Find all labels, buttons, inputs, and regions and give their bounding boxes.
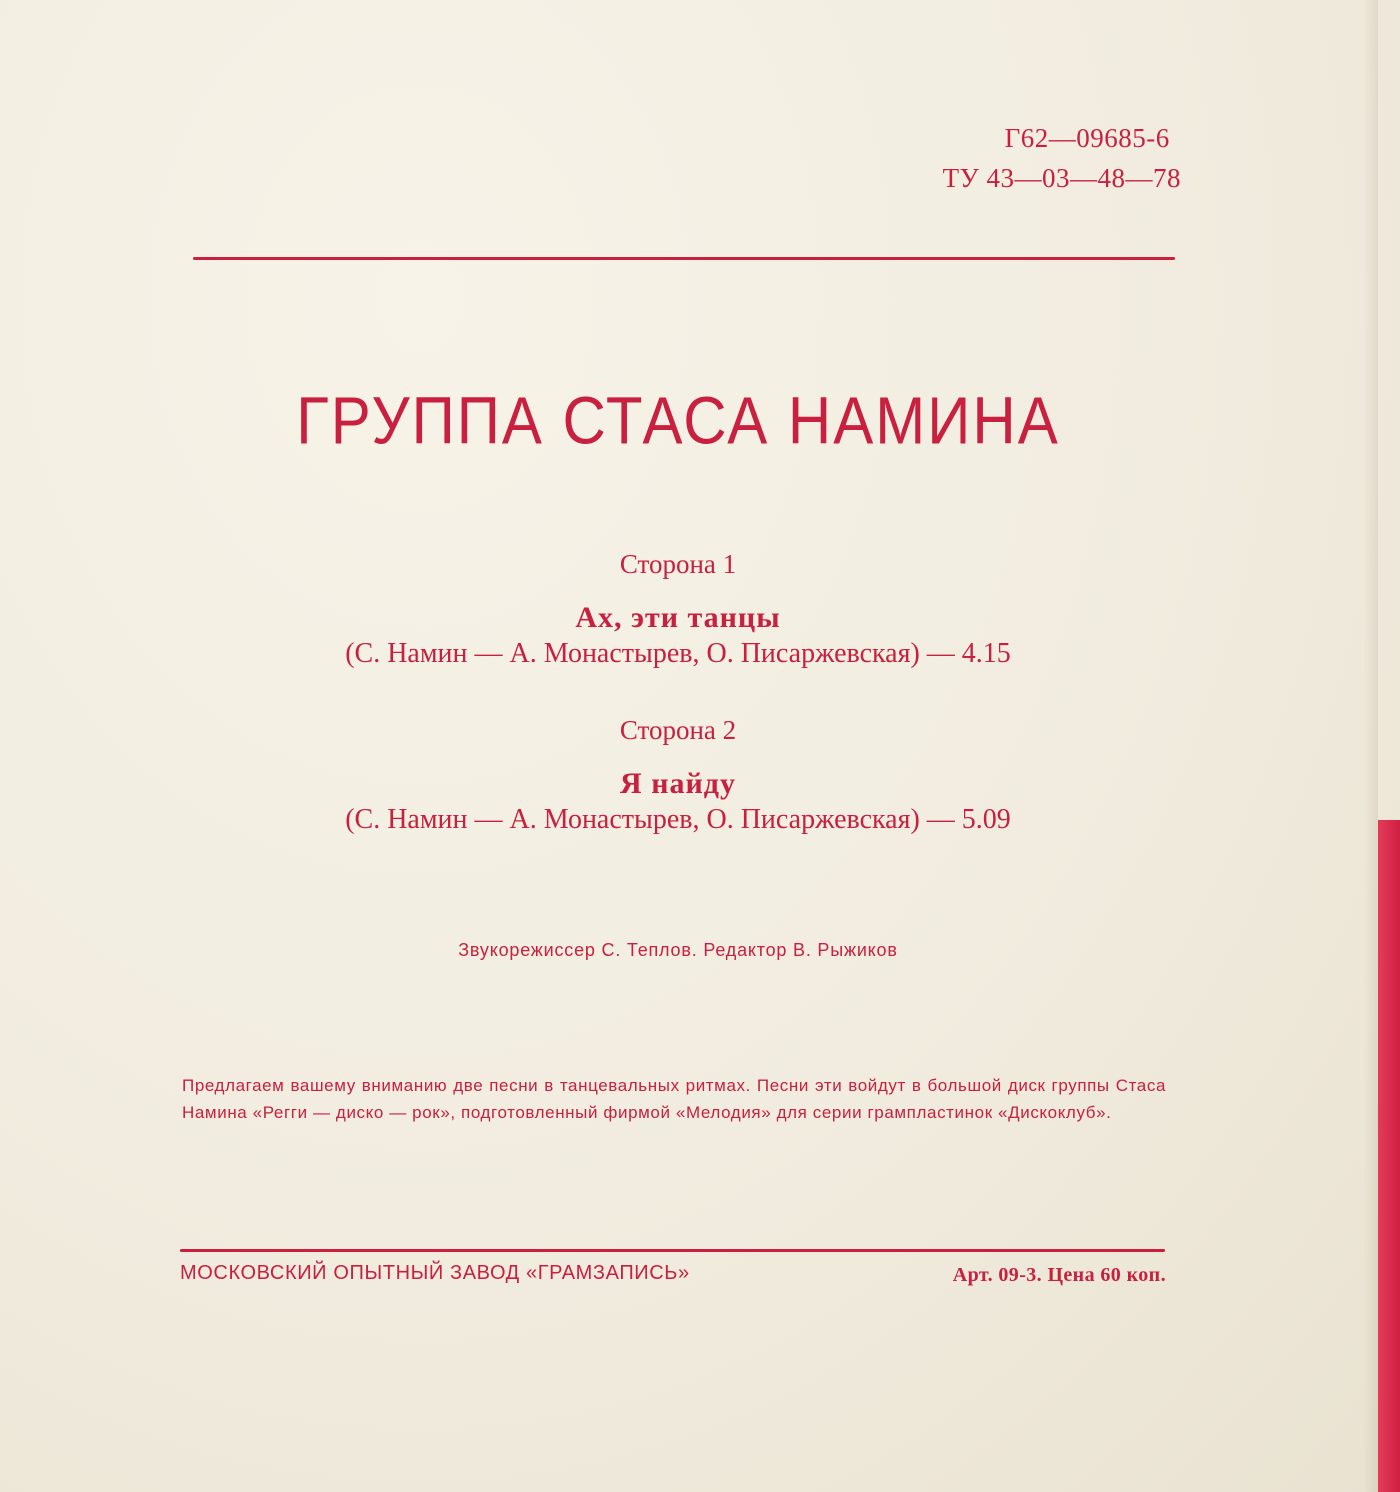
side-2-track-title: Я найду <box>620 767 736 800</box>
side-2-block <box>0 713 1356 837</box>
engineer-credits: Звукорежиссер С. Теплов. Редактор В. Рыжиков <box>458 940 898 960</box>
catalog-info <box>943 118 1181 198</box>
band-name: ГРУППА СТАСА НАМИНА <box>296 383 1060 459</box>
sleeve-edge-red-strip <box>1378 820 1400 1492</box>
side-1-block <box>0 547 1356 671</box>
side-1-label: Сторона 1 <box>619 549 737 579</box>
article-price: Арт. 09-3. Цена 60 коп. <box>952 1264 1166 1286</box>
side-2-track-credit: (С. Намин — А. Монастырев, О. Писаржевская) — 5.09 <box>345 804 1011 835</box>
side-2-label: Сторона 2 <box>619 715 737 745</box>
catalog-standard: ТУ 43—03—48—78 <box>942 163 1181 193</box>
bottom-rule <box>180 1249 1165 1252</box>
top-rule <box>193 257 1175 260</box>
description-note: Предлагаем вашему вниманию две песни в танцевальных ритмах. Песни эти войдут в большой диск группы Стаса Намина «Регги — диско — рок», подготовленный фирмой «Мелодия» для серии грампластинок «Дискоклуб». <box>182 1076 1166 1122</box>
catalog-number: Г62—09685-6 <box>1004 123 1170 153</box>
side-1-track-title: Ах, эти танцы <box>575 601 781 634</box>
sleeve-edge-shadow <box>1364 0 1378 1492</box>
side-1-track-credit: (С. Намин — А. Монастырев, О. Писаржевская) — 4.15 <box>345 638 1011 669</box>
factory-name: МОСКОВСКИЙ ОПЫТНЫЙ ЗАВОД «ГРАМЗАПИСЬ» <box>180 1262 690 1284</box>
